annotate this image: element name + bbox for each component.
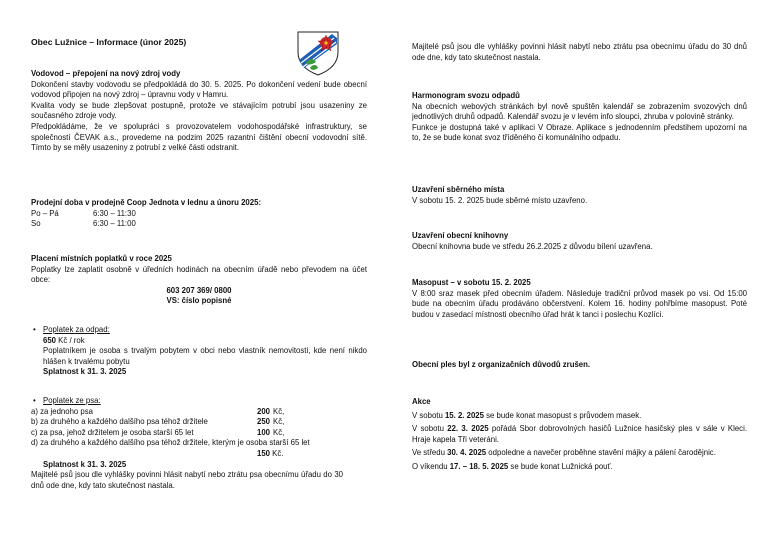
psa-note-text: Majitelé psů jsou dle vyhlášky povinni hlásit nabytí nebo ztrátu psa obecnímu úřadu do 30 dnů ode dne, kdy tato skutečnost nastala. <box>412 42 747 62</box>
harmonogram-p1: Na obecních webových stránkách byl nově spuštěn kalendář se zobrazením svozových dnů jednotlivých druhů odpadů. Kalendář svozu je v levém info sloupci, zhruba v polovině stránky. <box>412 101 747 122</box>
sberne-text: V sobotu 15. 2. 2025 bude sběrné místo uzavřeno. <box>412 195 588 205</box>
harmonogram-section <box>412 91 747 144</box>
account-number: 603 207 369/ 0800 <box>166 285 232 295</box>
poplatek-psa <box>31 396 367 491</box>
poplatky-intro: Poplatky lze zaplatit osobně v úředních hodinách na obecním úřadě nebo převodem na účet obce: <box>31 264 367 285</box>
prodejna-section <box>31 198 367 230</box>
vodovod-heading: Vodovod – přepojení na nový zdroj vody <box>31 69 181 78</box>
poplatky-heading: Placení místních poplatků v roce 2025 <box>31 254 172 263</box>
akce-heading: Akce <box>412 397 431 406</box>
prodejna-time: 6:30 – 11:00 <box>93 219 136 229</box>
sberne-section <box>412 185 747 206</box>
vodovod-p3: Předpokládáme, že ve spolupráci s provozovatelem vodohospodářské infrastruktury, se společností ČEVAK a.s., provedeme na podzim 2025 razantní čištění obecní vodovodní sítě. Tímto by se měly usazeniny z potrubí z velké části odstranit. <box>31 121 367 153</box>
knihovna-heading: Uzavření obecní knihovny <box>412 231 509 240</box>
psa-note: Majitelé psů jsou dle vyhlášky povinni hlásit nabytí nebo ztrátu psa obecnímu úřadu do 30 dnů ode dne, kdy tato skutečnost nastala. <box>31 470 343 490</box>
masopust-text: V 8:00 sraz masek před obecním úřadem. Následuje tradiční průvod masek po vsi. Od 15:00 bude na obecním úřadu prodáváno občerstvení. Kolem 16. hodiny pohřbíme masopust. Poté budou v zasedací místnosti obecního úřad hrát k tanci i poslechu Kozlíci. <box>412 288 747 319</box>
odpad-label: Poplatek za odpad: <box>43 325 110 334</box>
psa-due: Splatnost k 31. 3. 2025 <box>43 459 127 469</box>
knihovna-section <box>412 231 747 252</box>
variable-symbol: VS: číslo popisné <box>166 296 232 306</box>
vodovod-p1: Dokončení stavby vodovodu se předpokládá do 30. 5. 2025. Po dokončení vedení bude obecní vodovod připojen na nový zdroj – úpravnu vody v Hamru. <box>31 79 367 100</box>
harmonogram-p2: Funkce je dostupná také v aplikaci V Obraze. Aplikace s jednodenním předstihem upozorní na to, že se bude konat svoz tříděného či komunálního odpadu. <box>412 122 747 143</box>
harmonogram-heading: Harmonogram svozu odpadů <box>412 91 520 100</box>
masopust-section <box>412 278 747 320</box>
odpad-text: Poplatníkem je osoba s trvalým pobytem v obci nebo vlastník nemovitosti, kde není nikdo hlášen k trvalému pobytu <box>43 346 367 366</box>
knihovna-text: Obecní knihovna bude ve středu 26.2.2025 z důvodu bílení uzavřena. <box>412 241 653 251</box>
prodejna-heading: Prodejní doba v prodejně Coop Jednota v lednu a únoru 2025: <box>31 198 262 207</box>
fee-row-d: d) za druhého a každého dalšího psa téhož držitele, kterým je osoba starší 65 let 150 Kč. <box>31 438 310 458</box>
page-title: Obec Lužnice – Informace (únor 2025) <box>31 37 187 47</box>
prodejna-row <box>31 219 367 230</box>
akce-item: O víkendu 17. – 18. 5. 2025 se bude konat Lužnická pouť. <box>412 461 613 471</box>
akce-section <box>412 397 747 473</box>
prodejna-day: Po – Pá <box>31 208 59 218</box>
prodejna-day: So <box>31 219 41 229</box>
odpad-amount-unit: Kč / rok <box>56 335 85 345</box>
prodejna-row <box>31 209 367 220</box>
odpad-due: Splatnost k 31. 3. 2025 <box>43 367 127 377</box>
odpad-amount: 650 <box>43 335 57 345</box>
psa-label: Poplatek ze psa: <box>43 396 101 405</box>
fee-row: a) za jednoho psa 200 Kč, <box>31 406 285 416</box>
psa-note-right <box>412 42 747 63</box>
akce-item: Ve středu 30. 4. 2025 odpoledne a navečer proběhne stavění májky a pálení čarodějnic. <box>412 448 716 458</box>
fee-row: c) za psa, jehož držitelem je osoba starší 65 let 100 Kč, <box>31 427 285 437</box>
akce-item: V sobotu 22. 3. 2025 pořádá Sbor dobrovolných hasičů Lužnice hasičský ples v sále v Kleci. Hraje kapela Tři veteráni. <box>412 424 747 444</box>
sberne-heading: Uzavření sběrného místa <box>412 185 505 194</box>
akce-item: V sobotu 15. 2. 2025 se bude konat masopust s průvodem masek. <box>412 410 642 420</box>
masopust-heading: Masopust – v sobotu 15. 2. 2025 <box>412 278 531 287</box>
vodovod-p2: Kvalita vody se bude zlepšovat postupně, protože ve stávajícím potrubí jsou usazeniny ze současného zdroje vody. <box>31 100 367 121</box>
vodovod-section <box>31 69 367 154</box>
ples-section <box>412 360 747 371</box>
ples-text: Obecní ples byl z organizačních důvodů zrušen. <box>412 360 591 369</box>
prodejna-time: 6:30 – 11:30 <box>93 208 136 218</box>
poplatek-odpad <box>31 325 367 378</box>
fee-row: b) za druhého a každého dalšího psa téhož držitele 250 Kč, <box>31 417 285 427</box>
poplatky-section <box>31 254 367 307</box>
